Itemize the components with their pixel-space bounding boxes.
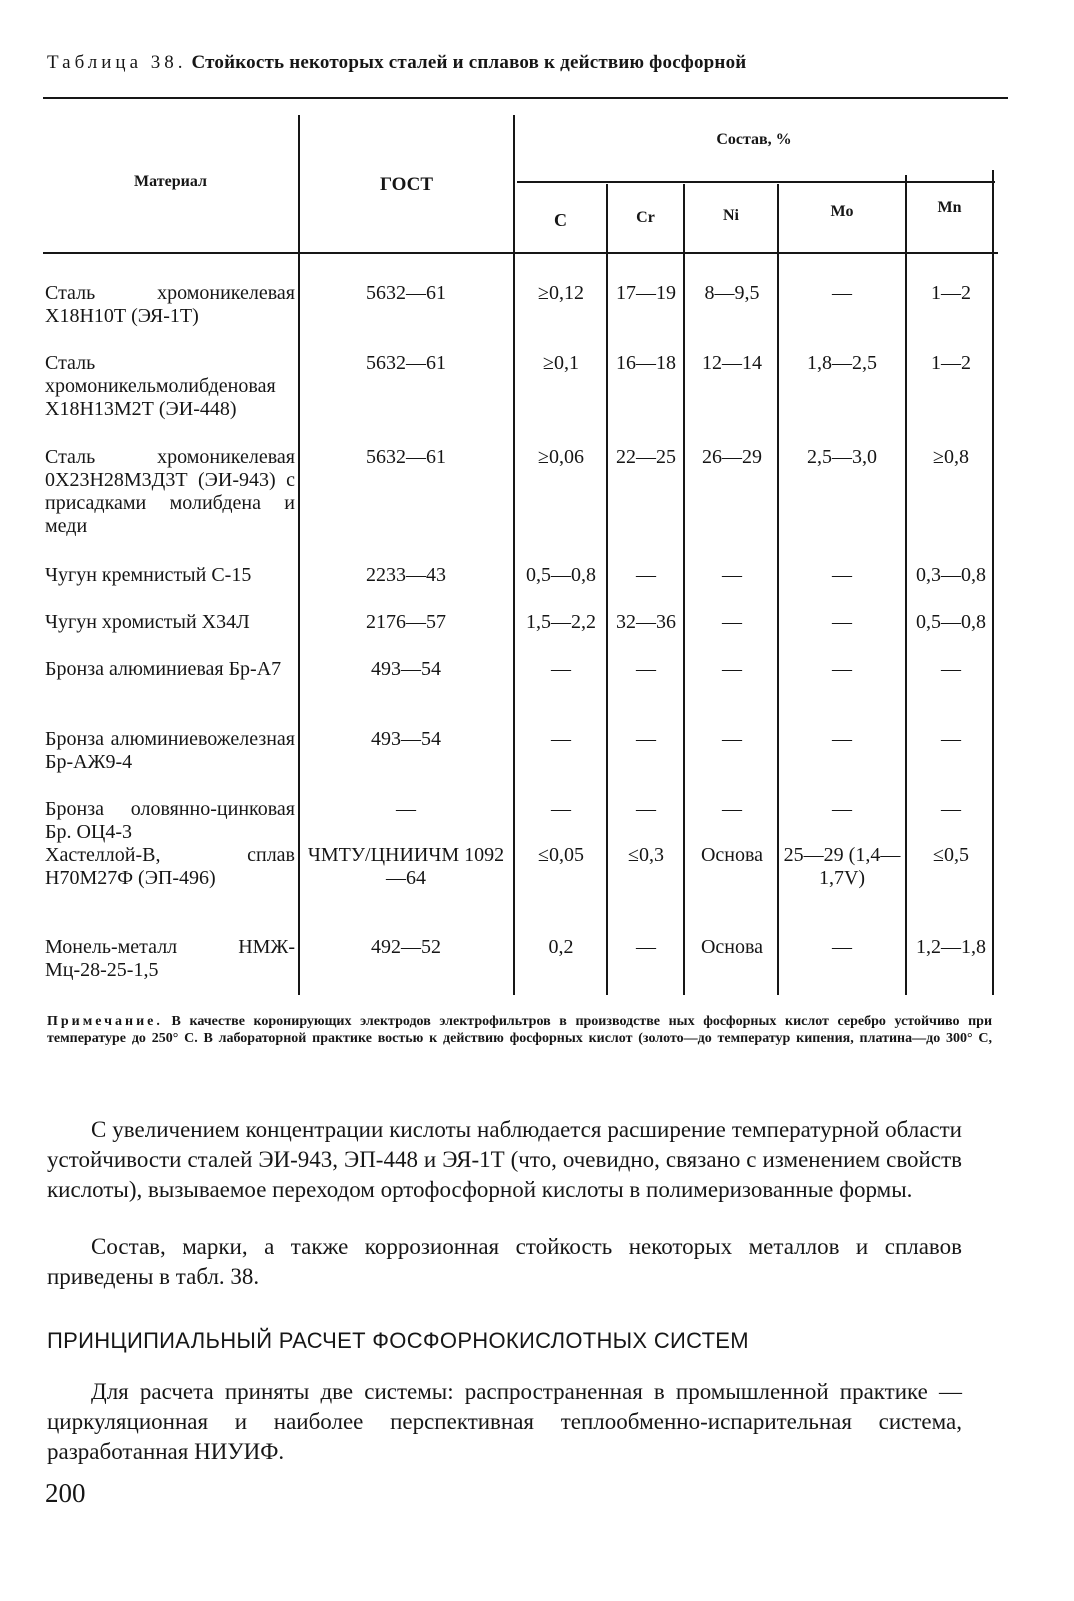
cell-ni: —	[722, 728, 742, 750]
cell-gost: 2233—43	[366, 564, 446, 586]
header-c: C	[554, 209, 567, 230]
cell-mo: 25—29 (1,4—1,7V)	[783, 844, 901, 889]
cell-mo: —	[832, 658, 852, 680]
cell-mo: —	[832, 564, 852, 586]
cell-ni: —	[722, 798, 742, 820]
cell-ni: 12—14	[702, 352, 762, 374]
cell-c: ≥0,06	[538, 446, 584, 468]
section-heading: ПРИНЦИПИАЛЬНЫЙ РАСЧЕТ ФОСФОРНОКИСЛОТНЫХ СИСТЕМ	[47, 1328, 749, 1353]
cell-mn: ≥0,8	[933, 446, 969, 468]
cell-c: 0,5—0,8	[526, 564, 596, 586]
header-cr: Cr	[636, 209, 655, 226]
cell-mo: —	[832, 798, 852, 820]
cell-material: Бронза алюминиевая Бр-А7	[45, 658, 282, 680]
column-rule	[606, 184, 608, 995]
header-ni: Ni	[723, 207, 739, 224]
cell-c: ≤0,05	[538, 844, 584, 866]
cell-ni: Основа	[700, 936, 764, 958]
composition-rule	[517, 181, 995, 183]
cell-mo: 2,5—3,0	[807, 446, 877, 468]
cell-ni: 26—29	[702, 446, 762, 468]
header-mo: Mo	[830, 203, 854, 220]
cell-mn: 1,2—1,8	[916, 936, 986, 958]
cell-mo: —	[832, 728, 852, 750]
cell-c: ≥0,12	[538, 282, 584, 304]
header-gost: ГОСТ	[379, 174, 434, 195]
cell-cr: ≤0,3	[628, 844, 664, 866]
column-rule	[298, 115, 300, 995]
cell-mo: —	[832, 936, 852, 958]
cell-mn: 1—2	[931, 352, 971, 374]
cell-cr: 32—36	[616, 611, 676, 633]
cell-ni: —	[722, 658, 742, 680]
body-paragraph: Состав, марки, а также коррозионная стойкость некоторых металлов и сплавов приведены в табл. 38.	[47, 1234, 962, 1289]
cell-gost: 2176—57	[366, 611, 446, 633]
cell-material: Монель-металл НМЖ-Мц-28-25-1,5	[45, 936, 295, 981]
cell-cr: 17—19	[616, 282, 676, 304]
cell-c: ≥0,1	[543, 352, 579, 374]
cell-gost: ЧМТУ/ЦНИИЧМ 1092—64	[307, 844, 505, 889]
cell-c: —	[551, 798, 571, 820]
header-composition: Состав, %	[716, 131, 792, 148]
cell-material: Чугун кремнистый С-15	[45, 564, 252, 586]
cell-cr: —	[636, 658, 656, 680]
cell-material: Чугун хромистый Х34Л	[45, 611, 250, 633]
cell-gost: 493—54	[371, 728, 441, 750]
cell-gost: 492—52	[371, 936, 441, 958]
cell-ni: —	[722, 611, 742, 633]
cell-cr: 16—18	[616, 352, 676, 374]
cell-gost: 5632—61	[366, 446, 446, 468]
cell-c: —	[551, 658, 571, 680]
cell-mo: 1,8—2,5	[807, 352, 877, 374]
cell-c: —	[551, 728, 571, 750]
header-bottom-rule	[43, 252, 998, 254]
cell-material: Сталь хромоникелевая Х18Н10Т (ЭЯ-1Т)	[45, 282, 295, 327]
cell-gost: —	[396, 798, 416, 820]
cell-ni: 8—9,5	[704, 282, 760, 304]
cell-ni: —	[722, 564, 742, 586]
table-top-rule	[43, 97, 1008, 99]
cell-material: Сталь хромоникельмолибденовая Х18Н13М2Т (ЭИ-448)	[45, 352, 276, 420]
cell-mo: —	[832, 282, 852, 304]
cell-gost: 5632—61	[366, 352, 446, 374]
cell-mn: 1—2	[931, 282, 971, 304]
cell-material: Хастеллой-В, сплав Н70М27Ф (ЭП-496)	[45, 844, 295, 889]
header-mn: Mn	[937, 199, 962, 216]
cell-mn: —	[941, 728, 961, 750]
cell-gost: 493—54	[371, 658, 441, 680]
page-number: 200	[45, 1478, 86, 1508]
cell-cr: —	[636, 728, 656, 750]
cell-mn: 0,5—0,8	[916, 611, 986, 633]
cell-material: Бронза алюминиевожелезная Бр-АЖ9-4	[45, 728, 295, 773]
cell-gost: 5632—61	[366, 282, 446, 304]
cell-c: 1,5—2,2	[526, 611, 596, 633]
column-rule	[683, 184, 685, 995]
table-caption	[47, 52, 1037, 74]
cell-cr: —	[636, 564, 656, 586]
cell-ni: Основа	[700, 844, 764, 866]
section-paragraph: Для расчета приняты две системы: распространенная в промышленной практике — циркуляционная и наиболее перспективная теплообменно-испарительная система, разработанная НИУИФ.	[47, 1379, 962, 1464]
cell-cr: —	[636, 936, 656, 958]
cell-mn: ≤0,5	[933, 844, 969, 866]
cell-material: Сталь хромоникелевая 0Х23Н28М3Д3Т (ЭИ-943) с присадками молибдена и меди	[45, 446, 295, 537]
header-material: Материал	[134, 173, 207, 190]
table-note-label: Примечание.	[47, 1014, 163, 1029]
table-note	[47, 1013, 992, 1047]
table-note-text: В качестве коронирующих электродов электрофильтров в производстве ных фосфорных кислот серебро устойчиво при температуре до 250° С. В лабораторной практике востью к действию фосфорных кислот (золото—до температур кипения, платина—до 300° С,	[47, 1014, 993, 1046]
body-paragraph: С увеличением концентрации кислоты наблюдается расширение температурной области устойчивости сталей ЭИ-943, ЭП-448 и ЭЯ-1Т (что, очевидно, связано с изменением свойств кислоты), вызываемое переходом ортофосфорной кислоты в полимеризованные формы.	[47, 1117, 962, 1202]
cell-cr: 22—25	[616, 446, 676, 468]
table-caption-title: Стойкость некоторых сталей и сплавов к действию фосфорной	[191, 52, 747, 73]
cell-c: 0,2	[548, 936, 574, 958]
cell-mo: —	[832, 611, 852, 633]
cell-mn: —	[941, 658, 961, 680]
cell-mn: 0,3—0,8	[916, 564, 986, 586]
table-caption-label: Таблица 38.	[47, 52, 187, 73]
cell-material: Бронза оловянно-цинковая Бр. ОЦ4-3	[45, 798, 295, 843]
cell-mn: —	[941, 798, 961, 820]
cell-cr: —	[636, 798, 656, 820]
